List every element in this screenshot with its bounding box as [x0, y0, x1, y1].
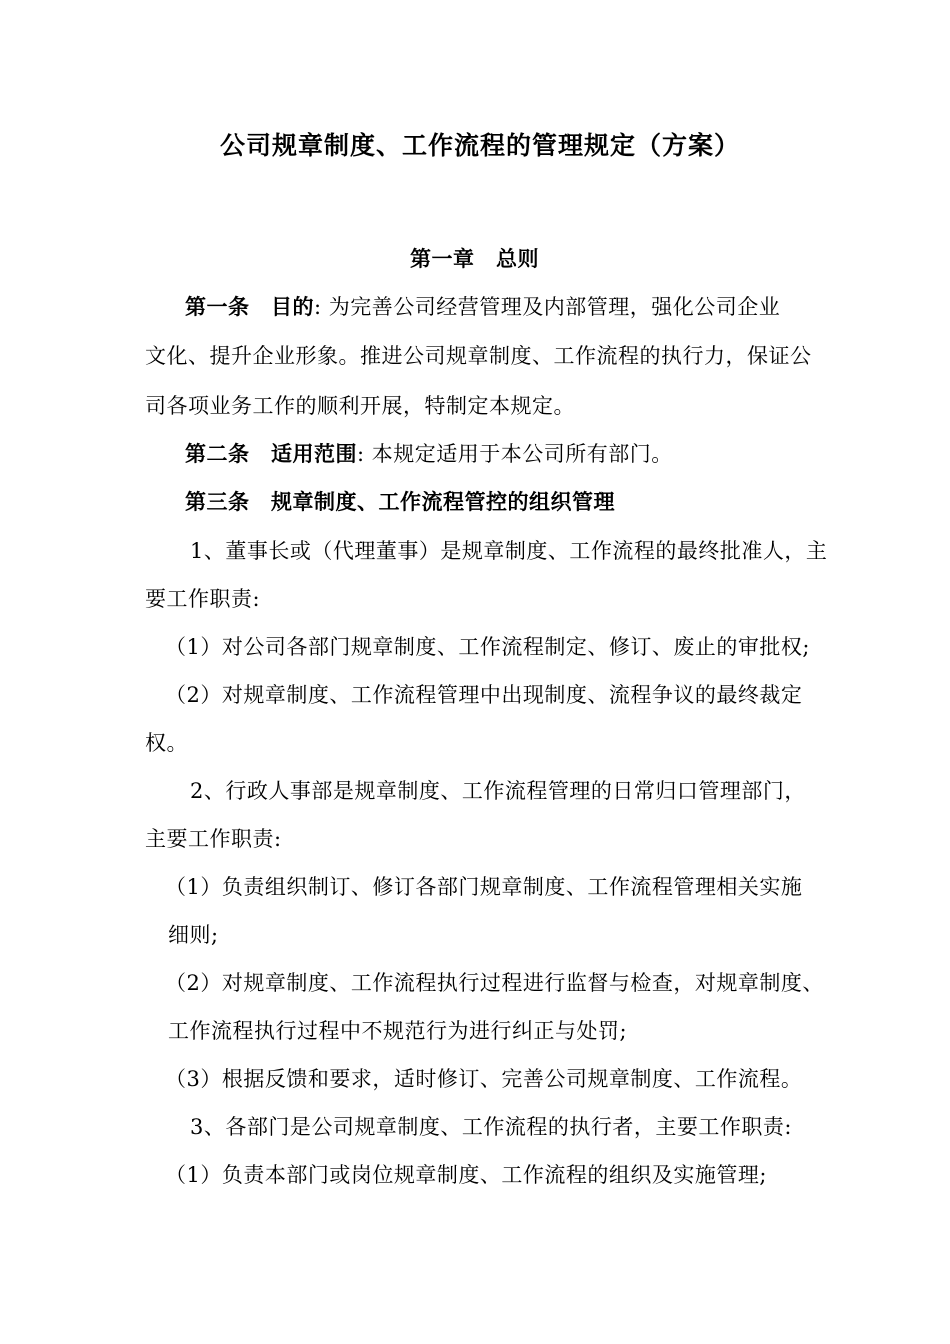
item2-sub2-line1: （2）对规章制度、工作流程执行过程进行监督与检查，对规章制度、: [165, 971, 824, 995]
item2-sub1-line1: （1）负责组织制订、修订各部门规章制度、工作流程管理相关实施: [165, 875, 803, 899]
item2-line1: 2、行政人事部是规章制度、工作流程管理的日常归口管理部门，: [190, 779, 806, 803]
item1-sub2-line2: 权。: [145, 731, 188, 755]
article3-heading: 第三条 规章制度、工作流程管控的组织管理: [185, 489, 615, 514]
item2-sub2-line2: 工作流程执行过程中不规范行为进行纠正与处罚;: [168, 1019, 628, 1043]
article1-text: : 为完善公司经营管理及内部管理，强化公司企业: [314, 295, 781, 319]
item1-sub2-line1: （2）对规章制度、工作流程管理中出现制度、流程争议的最终裁定: [165, 683, 803, 707]
item1-line1: 1、董事长或（代理董事）是规章制度、工作流程的最终批准人，主: [190, 539, 828, 563]
item1-line2: 要工作职责:: [145, 587, 261, 611]
item2-line2: 主要工作职责:: [145, 827, 282, 851]
article1-line1: [185, 293, 805, 321]
article1-line2: 文化、提升企业形象。推进公司规章制度、工作流程的执行力，保证公: [145, 344, 812, 368]
article1-line3: 司各项业务工作的顺利开展，特制定本规定。: [145, 394, 575, 418]
item2-sub1-line2: 细则;: [168, 923, 219, 947]
article2-label: 第二条 适用范围: [185, 441, 357, 466]
article2-line: [185, 440, 673, 468]
article2-text: : 本规定适用于本公司所有部门。: [357, 442, 673, 466]
item3-line1: 3、各部门是公司规章制度、工作流程的执行者，主要工作职责:: [190, 1115, 792, 1139]
article1-label: 第一条 目的: [185, 294, 314, 319]
chapter-heading: 第一章 总则: [410, 246, 539, 271]
item3-sub1: （1）负责本部门或岗位规章制度、工作流程的组织及实施管理;: [165, 1163, 767, 1187]
item1-sub1: （1）对公司各部门规章制度、工作流程制定、修订、废止的审批权;: [165, 635, 810, 659]
document-title: 公司规章制度、工作流程的管理规定（方案）: [220, 131, 741, 160]
item2-sub3: （3）根据反馈和要求，适时修订、完善公司规章制度、工作流程。: [165, 1067, 803, 1091]
